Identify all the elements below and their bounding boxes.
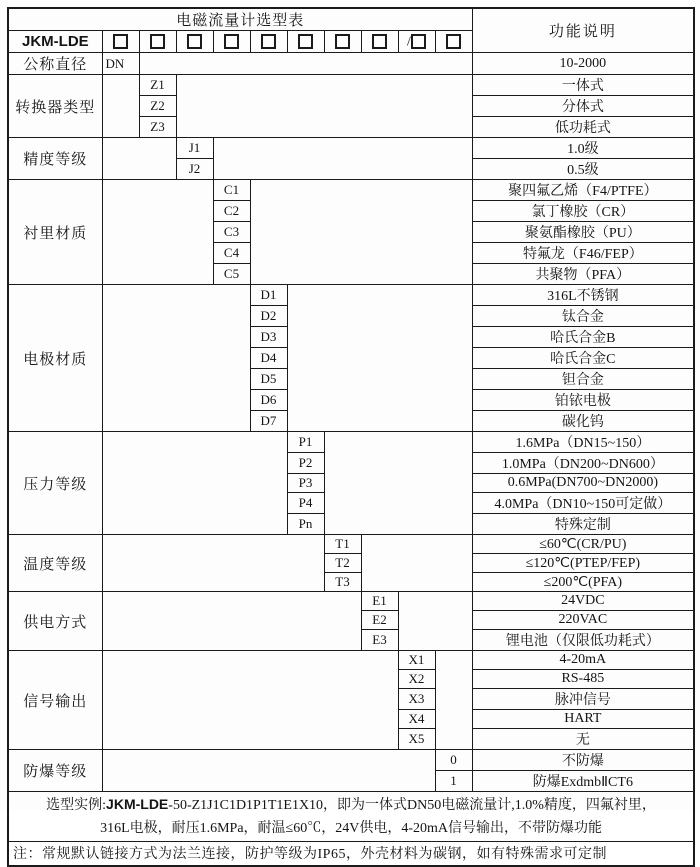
spacer-cell bbox=[102, 75, 139, 138]
desc-cell: 一体式 bbox=[472, 75, 694, 96]
section-label-temperature: 温度等级 bbox=[8, 535, 102, 592]
desc-cell: 4-20mA bbox=[472, 651, 694, 670]
code-cell: Z1 bbox=[139, 75, 176, 96]
code-cell: Pn bbox=[287, 514, 324, 535]
code-cell: D7 bbox=[250, 411, 287, 432]
code-cell: Z3 bbox=[139, 117, 176, 138]
desc-cell: 1.6MPa（DN15~150） bbox=[472, 432, 694, 453]
code-cell: P4 bbox=[287, 493, 324, 514]
code-cell: D1 bbox=[250, 285, 287, 306]
checkbox-cell bbox=[250, 31, 287, 53]
desc-cell: 防爆ExdmbⅡCT6 bbox=[472, 771, 694, 792]
code-cell: D6 bbox=[250, 390, 287, 411]
desc-cell: 哈氏合金C bbox=[472, 348, 694, 369]
code-cell: Z2 bbox=[139, 96, 176, 117]
code-cell: C4 bbox=[213, 243, 250, 264]
checkbox-cell bbox=[361, 31, 398, 53]
desc-cell: 1.0MPa（DN200~DN600） bbox=[472, 453, 694, 474]
flowmeter-selection-table bbox=[7, 7, 695, 867]
desc-cell: 10-2000 bbox=[472, 53, 694, 75]
desc-cell: 不防爆 bbox=[472, 750, 694, 771]
desc-cell: 哈氏合金B bbox=[472, 327, 694, 348]
section-label-lining: 衬里材质 bbox=[8, 180, 102, 285]
checkbox-icon[interactable] bbox=[187, 34, 202, 49]
desc-cell: 特殊定制 bbox=[472, 514, 694, 535]
code-cell: X3 bbox=[398, 689, 435, 710]
desc-cell: 无 bbox=[472, 729, 694, 750]
code-cell: J1 bbox=[176, 138, 213, 159]
desc-cell: 0.6MPa(DN700~DN2000) bbox=[472, 474, 694, 493]
model-prefix: JKM-LDE bbox=[8, 31, 102, 53]
desc-cell: 碳化钨 bbox=[472, 411, 694, 432]
spacer-cell bbox=[139, 53, 472, 75]
desc-cell: 0.5级 bbox=[472, 159, 694, 180]
section-label-diameter: 公称直径 bbox=[8, 53, 102, 75]
code-cell: DN bbox=[102, 53, 139, 75]
code-cell: P2 bbox=[287, 453, 324, 474]
desc-cell: 分体式 bbox=[472, 96, 694, 117]
spacer-cell bbox=[102, 592, 361, 651]
desc-cell: 4.0MPa（DN10~150可定做） bbox=[472, 493, 694, 514]
footer-note: 注：常规默认链接方式为法兰连接，防护等级为IP65，外壳材料为碳钢，如有特殊需求可定制 bbox=[8, 842, 694, 866]
desc-cell: 氯丁橡胶（CR） bbox=[472, 201, 694, 222]
code-cell: E2 bbox=[361, 611, 398, 630]
code-cell: C1 bbox=[213, 180, 250, 201]
checkbox-cell bbox=[324, 31, 361, 53]
spacer-cell bbox=[176, 75, 472, 138]
desc-cell: 聚氨酯橡胶（PU） bbox=[472, 222, 694, 243]
code-cell: D3 bbox=[250, 327, 287, 348]
slash-mark: / bbox=[407, 33, 411, 49]
spacer-cell bbox=[102, 285, 250, 432]
spacer-cell bbox=[102, 180, 213, 285]
checkbox-cell bbox=[176, 31, 213, 53]
code-cell: X1 bbox=[398, 651, 435, 670]
spacer-cell bbox=[102, 138, 176, 180]
checkbox-cell bbox=[435, 31, 472, 53]
desc-cell: 锂电池（仅限低功耗式） bbox=[472, 630, 694, 651]
example-line-2: 316L电极，耐压1.6MPa，耐温≤60℃，24V供电，4-20mA信号输出，不带防爆功能 bbox=[100, 821, 603, 836]
desc-cell: RS-485 bbox=[472, 670, 694, 689]
code-cell: D4 bbox=[250, 348, 287, 369]
code-cell: T2 bbox=[324, 554, 361, 573]
spacer-cell bbox=[102, 651, 398, 750]
code-cell: C2 bbox=[213, 201, 250, 222]
code-cell: C3 bbox=[213, 222, 250, 243]
code-cell: E3 bbox=[361, 630, 398, 651]
code-cell: D5 bbox=[250, 369, 287, 390]
checkbox-icon[interactable] bbox=[372, 34, 387, 49]
desc-cell: ≤120℃(PTEP/FEP) bbox=[472, 554, 694, 573]
spacer-cell bbox=[398, 592, 472, 651]
code-cell: X4 bbox=[398, 710, 435, 729]
spacer-cell bbox=[361, 535, 472, 592]
section-label-signal: 信号输出 bbox=[8, 651, 102, 750]
desc-cell: HART bbox=[472, 710, 694, 729]
checkbox-icon[interactable] bbox=[298, 34, 313, 49]
desc-cell: ≤200℃(PFA) bbox=[472, 573, 694, 592]
code-cell: E1 bbox=[361, 592, 398, 611]
desc-cell: 24VDC bbox=[472, 592, 694, 611]
code-cell: J2 bbox=[176, 159, 213, 180]
spacer-cell bbox=[102, 432, 287, 535]
checkbox-icon[interactable] bbox=[261, 34, 276, 49]
checkbox-cell bbox=[213, 31, 250, 53]
checkbox-icon[interactable] bbox=[150, 34, 165, 49]
code-cell: D2 bbox=[250, 306, 287, 327]
desc-cell: 220VAC bbox=[472, 611, 694, 630]
desc-cell: ≤60℃(CR/PU) bbox=[472, 535, 694, 554]
checkbox-icon[interactable] bbox=[411, 34, 426, 49]
code-cell: T1 bbox=[324, 535, 361, 554]
spacer-cell bbox=[102, 750, 435, 792]
code-cell: T3 bbox=[324, 573, 361, 592]
desc-cell: 钛合金 bbox=[472, 306, 694, 327]
code-cell: C5 bbox=[213, 264, 250, 285]
code-cell: 1 bbox=[435, 771, 472, 792]
section-label-accuracy: 精度等级 bbox=[8, 138, 102, 180]
spacer-cell bbox=[250, 180, 472, 285]
desc-cell: 低功耗式 bbox=[472, 117, 694, 138]
table-title: 电磁流量计选型表 bbox=[8, 8, 472, 31]
spacer-cell bbox=[435, 651, 472, 750]
code-cell: 0 bbox=[435, 750, 472, 771]
code-cell: P3 bbox=[287, 474, 324, 493]
desc-cell: 特氟龙（F46/FEP） bbox=[472, 243, 694, 264]
spacer-cell bbox=[287, 285, 472, 432]
example-line-1: 选型实例:JKM-LDE-50-Z1J1C1D1P1T1E1X10，即为一体式DN50电磁流量计,1.0%精度，四氟衬里， bbox=[46, 796, 656, 813]
checkbox-cell bbox=[287, 31, 324, 53]
section-label-pressure: 压力等级 bbox=[8, 432, 102, 535]
desc-cell: 聚四氟乙烯（F4/PTFE） bbox=[472, 180, 694, 201]
checkbox-icon[interactable] bbox=[113, 34, 128, 49]
code-cell: P1 bbox=[287, 432, 324, 453]
spacer-cell bbox=[324, 432, 472, 535]
desc-cell: 脉冲信号 bbox=[472, 689, 694, 710]
checkbox-icon[interactable] bbox=[224, 34, 239, 49]
checkbox-icon[interactable] bbox=[446, 34, 461, 49]
checkbox-icon[interactable] bbox=[335, 34, 350, 49]
spacer-cell bbox=[102, 535, 324, 592]
code-cell: X2 bbox=[398, 670, 435, 689]
desc-cell: 316L不锈钢 bbox=[472, 285, 694, 306]
selection-example bbox=[8, 792, 694, 842]
checkbox-cell bbox=[139, 31, 176, 53]
checkbox-cell-slash bbox=[398, 31, 435, 53]
desc-cell: 铂铱电极 bbox=[472, 390, 694, 411]
function-column-header: 功能说明 bbox=[472, 8, 694, 53]
section-label-explosion: 防爆等级 bbox=[8, 750, 102, 792]
code-cell: X5 bbox=[398, 729, 435, 750]
desc-cell: 共聚物（PFA） bbox=[472, 264, 694, 285]
desc-cell: 钽合金 bbox=[472, 369, 694, 390]
checkbox-cell bbox=[102, 31, 139, 53]
section-label-electrode: 电极材质 bbox=[8, 285, 102, 432]
section-label-converter: 转换器类型 bbox=[8, 75, 102, 138]
desc-cell: 1.0级 bbox=[472, 138, 694, 159]
spacer-cell bbox=[213, 138, 472, 180]
section-label-power: 供电方式 bbox=[8, 592, 102, 651]
example-model-code: JKM-LDE bbox=[106, 796, 169, 812]
